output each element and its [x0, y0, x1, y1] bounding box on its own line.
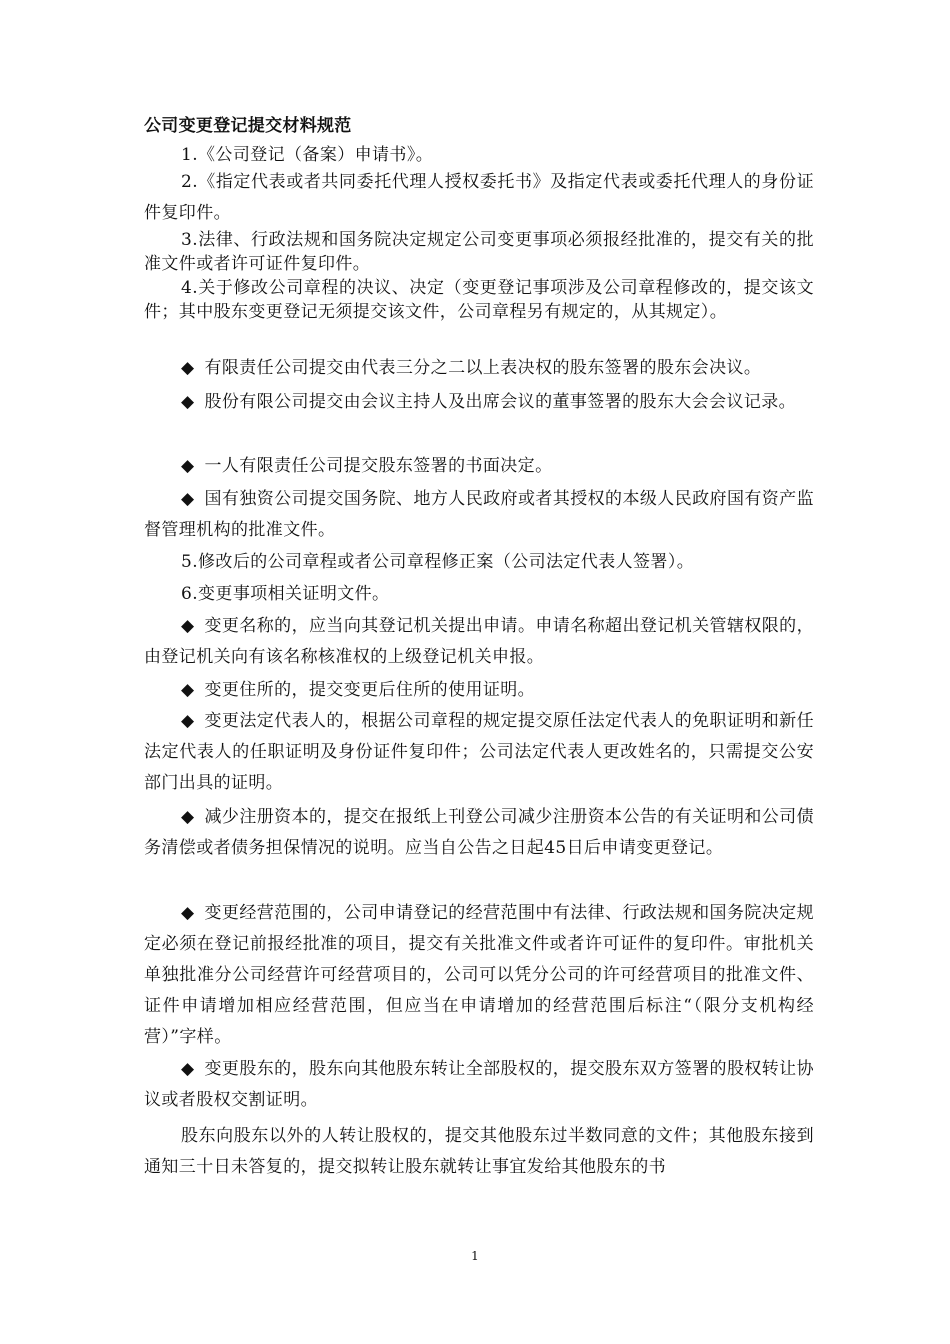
bullet-text: 股份有限公司提交由会议主持人及出席会议的董事签署的股东大会会议记录。 — [204, 392, 797, 412]
bullet-item-change-scope — [144, 898, 814, 1053]
bullet-item-one-person-llc — [144, 451, 814, 482]
bullet-text: 一人有限责任公司提交股东签署的书面决定。 — [204, 456, 553, 476]
page-number: 1 — [471, 1249, 479, 1263]
item-2: 2.《指定代表或者共同委托代理人授权委托书》及指定代表或委托代理人的身份证件复印件。 — [144, 172, 814, 223]
bullet-item-change-residence — [144, 675, 814, 706]
bullet-text: 变更名称的，应当向其登记机关提出申请。申请名称超出登记机关管辖权限的，由登记机关向有该名称核准权的上级登记机关申报。 — [144, 616, 814, 667]
bullet-diamond-icon: ◆ — [181, 616, 195, 636]
bullet-diamond-icon: ◆ — [181, 680, 195, 700]
bullet-item-change-shareholder — [144, 1054, 814, 1116]
bullet-text: 变更经营范围的，公司申请登记的经营范围中有法律、行政法规和国务院决定规定必须在登记前报经批准的项目，提交有关批准文件或者许可证件的复印件。审批机关单独批准分公司经营许可经营项目的，公司可以凭分公司的许可经营项目的批准文件、证件申请增加相应经营范围，但应当在申请增加的经营范围后标注“（限分支机构经营）”字样。 — [144, 903, 814, 1047]
item-1: 1.《公司登记（备案）申请书》。 — [181, 145, 434, 165]
document-title: 公司变更登记提交材料规范 — [144, 116, 352, 136]
bullet-text: 变更股东的，股东向其他股东转让全部股权的，提交股东双方签署的股权转让协议或者股权交割证明。 — [144, 1059, 814, 1110]
bullet-item-llc-resolution — [144, 353, 814, 384]
bullet-diamond-icon: ◆ — [181, 456, 195, 476]
bullet-item-change-legal-rep — [144, 706, 814, 799]
item-6: 6.变更事项相关证明文件。 — [181, 584, 390, 604]
bullet-diamond-icon: ◆ — [181, 1059, 195, 1079]
bullet-text: 变更住所的，提交变更后住所的使用证明。 — [204, 680, 536, 700]
bullet-text: 减少注册资本的，提交在报纸上刊登公司减少注册资本公告的有关证明和公司债务清偿或者债务担保情况的说明。应当自公告之日起45日后申请变更登记。 — [144, 807, 814, 858]
bullet-diamond-icon: ◆ — [181, 903, 195, 923]
bullet-diamond-icon: ◆ — [181, 807, 195, 827]
bullet-item-joint-stock-minutes — [144, 387, 814, 418]
bullet-item-state-owned — [144, 484, 814, 546]
item-4: 4.关于修改公司章程的决议、决定（变更登记事项涉及公司章程修改的，提交该文件；其中股东变更登记无须提交该文件，公司章程另有规定的，从其规定）。 — [144, 278, 814, 322]
bullet-item-change-name — [144, 611, 814, 673]
item-3: 3.法律、行政法规和国务院决定规定公司变更事项必须报经批准的，提交有关的批准文件或者许可证件复印件。 — [144, 230, 814, 274]
bullet-item-reduce-capital — [144, 802, 814, 864]
bullet-text: 变更法定代表人的，根据公司章程的规定提交原任法定代表人的免职证明和新任法定代表人的任职证明及身份证件复印件；公司法定代表人更改姓名的，只需提交公安部门出具的证明。 — [144, 711, 814, 793]
bullet-diamond-icon: ◆ — [181, 392, 195, 412]
bullet-text: 国有独资公司提交国务院、地方人民政府或者其授权的本级人民政府国有资产监督管理机构的批准文件。 — [144, 489, 814, 540]
bullet-text: 有限责任公司提交由代表三分之二以上表决权的股东签署的股东会决议。 — [204, 358, 762, 378]
bullet-diamond-icon: ◆ — [181, 711, 195, 731]
item-5: 5.修改后的公司章程或者公司章程修正案（公司法定代表人签署）。 — [181, 552, 695, 572]
bullet-diamond-icon: ◆ — [181, 358, 195, 378]
paragraph-transfer-to-outsider: 股东向股东以外的人转让股权的，提交其他股东过半数同意的文件；其他股东接到通知三十日未答复的，提交拟转让股东就转让事宜发给其他股东的书 — [144, 1126, 814, 1177]
bullet-diamond-icon: ◆ — [181, 489, 195, 509]
